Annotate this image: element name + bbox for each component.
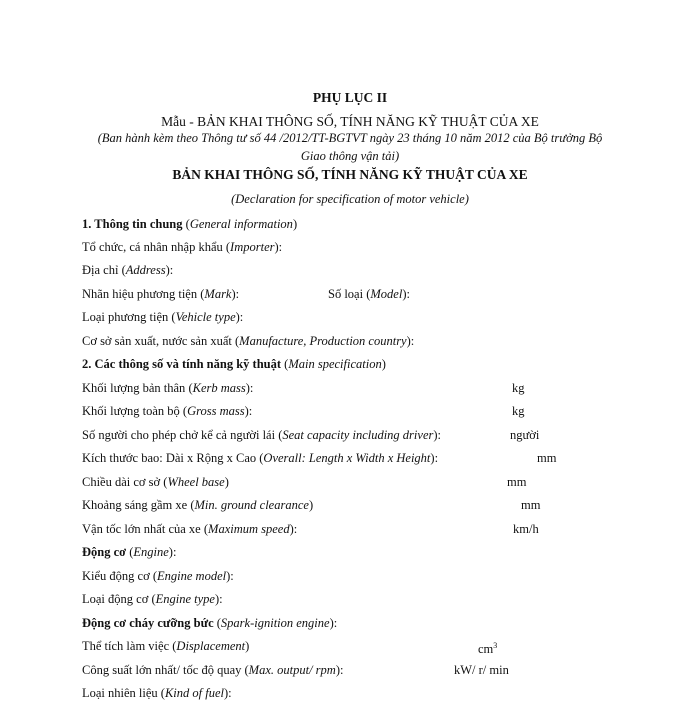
manufacture-field: Cơ sở sản xuất, nước sản xuất (Manufacture, Production country): [82,334,415,348]
ground-clearance-field: Khoảng sáng gầm xe (Min. ground clearance) [82,498,314,512]
spark-engine-label: Động cơ cháy cưỡng bức [82,616,214,630]
engine-type-label-en: Engine type [155,592,215,606]
fuel-label: Loại nhiên liệu [82,686,158,700]
fuel-field: Loại nhiên liệu (Kind of fuel): [82,686,232,700]
max-output-field: Công suất lớn nhất/ tốc độ quay (Max. output/ rpm): [82,663,344,677]
max-output-unit: kW/ r/ min [454,663,509,677]
seat-capacity-unit: người [510,428,540,442]
spark-engine-label-en: Spark-ignition engine [220,616,330,630]
max-speed-label: Vận tốc lớn nhất của xe [82,522,201,536]
appendix-label: PHỤ LỤC II [312,90,388,105]
dimensions-label-en: Overall: Length x Width x Height [263,451,431,465]
engine-label-en: Engine [133,545,169,559]
vehicle-type-field: Loại phương tiện (Vehicle type): [82,310,244,324]
dimensions-unit: mm [537,451,557,465]
max-speed-field: Vận tốc lớn nhất của xe (Maximum speed): [82,522,298,536]
engine-model-field: Kiểu động cơ (Engine model): [82,569,234,583]
vehicle-type-label-en: Vehicle type [175,310,236,324]
gross-mass-field: Khối lượng toàn bộ (Gross mass): [82,404,253,418]
max-output-label: Công suất lớn nhất/ tốc độ quay [82,663,242,677]
mark-field: Nhãn hiệu phương tiện (Mark): [82,287,240,301]
max-output-label-en: Max. output/ rpm [248,663,336,677]
seat-capacity-label: Số người cho phép chở kể cả người lái [82,428,276,442]
section-2-heading: 2. Các thông số và tính năng kỹ thuật (Main specification) [82,357,386,371]
issuance-note-line-2: Giao thông vận tải) [300,149,400,163]
kerb-mass-label-en: Kerb mass [192,381,246,395]
main-title: BẢN KHAI THÔNG SỐ, TÍNH NĂNG KỸ THUẬT CỦA XE [172,167,528,182]
kerb-mass-unit: kg [512,381,525,395]
displacement-unit [478,638,497,657]
wheel-base-field: Chiều dài cơ sở (Wheel base) [82,475,229,489]
gross-mass-label-en: Gross mass [187,404,245,418]
address-field: Địa chỉ (Address): [82,263,174,277]
displacement-label-en: Displacement [176,639,246,653]
wheel-base-unit: mm [507,475,527,489]
address-label: Địa chỉ [82,263,119,277]
issuance-note-line-1: (Ban hành kèm theo Thông tư số 44 /2012/TT-BGTVT ngày 23 tháng 10 năm 2012 của Bộ trưởng Bộ [97,131,603,145]
kerb-mass-field: Khối lượng bản thân (Kerb mass): [82,381,254,395]
section-1-title-en: General information [189,217,293,231]
vehicle-type-label: Loại phương tiện [82,310,169,324]
mark-label: Nhãn hiệu phương tiện [82,287,198,301]
engine-model-label: Kiểu động cơ [82,569,150,583]
importer-label-en: Importer [230,240,275,254]
model-label: Số loại [328,287,364,301]
wheel-base-label: Chiều dài cơ sở [82,475,161,489]
engine-type-label: Loại động cơ [82,592,149,606]
seat-capacity-field: Số người cho phép chở kể cả người lái (Seat capacity including driver): [82,428,442,442]
model-label-en: Model [370,287,403,301]
gross-mass-unit: kg [512,404,525,418]
manufacture-label: Cơ sở sản xuất, nước sản xuất [82,334,232,348]
main-title-english: (Declaration for specification of motor vehicle) [231,192,469,206]
manufacture-label-en: Manufacture, Production country [239,334,407,348]
wheel-base-label-en: Wheel base [167,475,225,489]
displacement-unit-base: cm [478,642,494,657]
form-title: Mẫu - BẢN KHAI THÔNG SỐ, TÍNH NĂNG KỸ THUẬT CỦA XE [161,114,539,129]
engine-type-field: Loại động cơ (Engine type): [82,592,223,606]
dimensions-label: Kích thước bao: Dài x Rộng x Cao [82,451,257,465]
engine-heading: Động cơ (Engine): [82,545,177,559]
mark-label-en: Mark [204,287,232,301]
section-2-title: 2. Các thông số và tính năng kỹ thuật [82,357,282,371]
engine-label: Động cơ [82,545,127,559]
importer-label: Tổ chức, cá nhân nhập khẩu [82,240,223,254]
displacement-label: Thể tích làm việc [82,639,170,653]
issuance-note [0,129,700,165]
gross-mass-label: Khối lượng toàn bộ [82,404,180,418]
ground-clearance-unit: mm [521,498,541,512]
address-label-en: Address [125,263,166,277]
ground-clearance-label-en: Min. ground clearance [194,498,309,512]
kerb-mass-label: Khối lượng bản thân [82,381,186,395]
section-1-title: 1. Thông tin chung [82,217,183,231]
spark-engine-heading: Động cơ cháy cưỡng bức (Spark-ignition engine): [82,616,338,630]
section-1-heading: 1. Thông tin chung (General information) [82,217,298,231]
section-2-title-en: Main specification [288,357,382,371]
importer-field: Tổ chức, cá nhân nhập khẩu (Importer): [82,240,283,254]
ground-clearance-label: Khoảng sáng gầm xe [82,498,188,512]
engine-model-label-en: Engine model [157,569,227,583]
dimensions-field: Kích thước bao: Dài x Rộng x Cao (Overall: Length x Width x Height): [82,451,439,465]
max-speed-unit: km/h [513,522,539,536]
displacement-unit-exponent: 3 [493,641,498,650]
model-field: Số loại (Model): [328,287,410,301]
max-speed-label-en: Maximum speed [208,522,290,536]
seat-capacity-label-en: Seat capacity including driver [282,428,434,442]
displacement-field: Thể tích làm việc (Displacement) [82,639,250,653]
fuel-label-en: Kind of fuel [164,686,224,700]
